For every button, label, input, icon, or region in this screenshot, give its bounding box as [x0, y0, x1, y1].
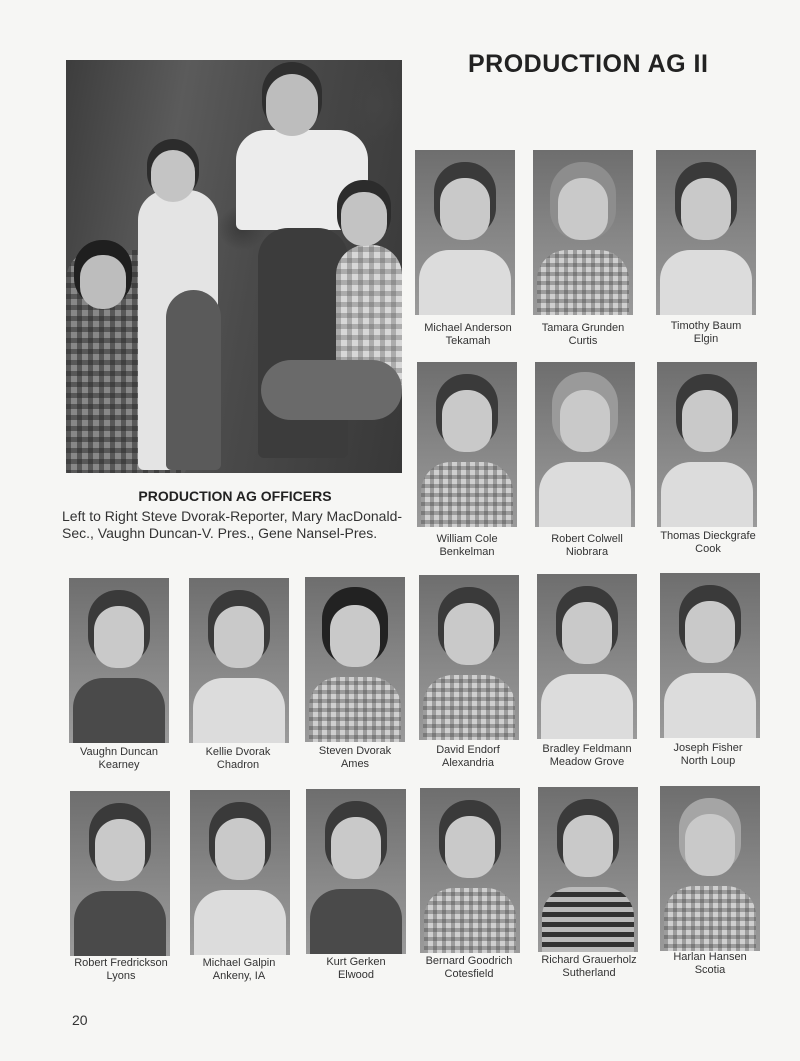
- student-town: Kearney: [98, 759, 140, 771]
- portrait-photo: [305, 577, 405, 742]
- portrait-caption: [403, 322, 533, 348]
- portrait-photo: [535, 362, 635, 527]
- student-name: Timothy Baum: [670, 320, 742, 332]
- portrait-caption: [173, 746, 303, 772]
- student-name: Kellie Dvorak: [205, 746, 271, 758]
- student-name: Joseph Fisher: [673, 742, 743, 754]
- portrait-head: [560, 390, 610, 452]
- portrait-body: [661, 462, 753, 527]
- officers-caption-text: Left to Right Steve Dvorak-Reporter, Mary MacDonald-Sec., Vaughn Duncan-V. Pres., Gene Nansel-Pres.: [62, 508, 403, 541]
- student-town: Lyons: [106, 970, 136, 982]
- portrait-head: [562, 602, 612, 664]
- portrait-body: [664, 886, 756, 951]
- portrait-photo: [656, 150, 756, 315]
- portrait-head: [95, 819, 145, 881]
- student-name: Bernard Goodrich: [425, 955, 513, 967]
- portrait-body: [537, 250, 629, 315]
- portrait-photo: [533, 150, 633, 315]
- student-town: Niobrara: [565, 546, 609, 558]
- portrait-body: [194, 890, 286, 955]
- student-name: Bradley Feldmann: [542, 743, 632, 755]
- portrait-caption: [645, 951, 775, 977]
- portrait-head: [444, 603, 494, 665]
- portrait-photo: [660, 573, 760, 738]
- student-town: Elgin: [693, 333, 719, 345]
- portrait-caption: [524, 954, 654, 980]
- student-town: Cotesfield: [444, 968, 494, 980]
- page-number: 20: [72, 1012, 88, 1028]
- portrait-head: [558, 178, 608, 240]
- portrait-body: [309, 677, 401, 742]
- portrait-photo: [420, 788, 520, 953]
- portrait-caption: [643, 530, 773, 556]
- student-town: Curtis: [568, 335, 598, 347]
- portrait-caption: [56, 957, 186, 983]
- student-town: Ames: [340, 758, 370, 770]
- portrait-caption: [404, 955, 534, 981]
- portrait-body: [539, 462, 631, 527]
- student-name: Richard Grauerholz: [541, 954, 637, 966]
- student-name: David Endorf: [436, 744, 500, 756]
- student-town: Tekamah: [445, 335, 491, 347]
- portrait-caption: [174, 957, 304, 983]
- student-name: Robert Colwell: [551, 533, 623, 545]
- student-town: Ankeny, IA: [212, 970, 266, 982]
- page-title: PRODUCTION AG II: [468, 50, 709, 78]
- portrait-head: [440, 178, 490, 240]
- portrait-body: [193, 678, 285, 743]
- portrait-body: [541, 674, 633, 739]
- student-name: Thomas Dieckgrafe: [660, 530, 756, 542]
- portrait-head: [563, 815, 613, 877]
- portrait-photo: [417, 362, 517, 527]
- portrait-body: [423, 675, 515, 740]
- portrait-body: [421, 462, 513, 527]
- portrait-caption: [641, 320, 771, 346]
- portrait-photo: [657, 362, 757, 527]
- student-name: Tamara Grunden: [541, 322, 625, 334]
- student-town: Elwood: [337, 969, 375, 981]
- student-name: Kurt Gerken: [326, 956, 386, 968]
- portrait-body: [424, 888, 516, 953]
- portrait-body: [310, 889, 402, 954]
- student-town: North Loup: [680, 755, 736, 767]
- portrait-photo: [70, 791, 170, 956]
- portrait-caption: [522, 533, 652, 559]
- student-town: Meadow Grove: [549, 756, 625, 768]
- portrait-photo: [189, 578, 289, 743]
- portrait-caption: [54, 746, 184, 772]
- portrait-head: [445, 816, 495, 878]
- portrait-body: [660, 250, 752, 315]
- student-name: Vaughn Duncan: [79, 746, 159, 758]
- student-name: Steven Dvorak: [318, 745, 392, 757]
- portrait-head: [685, 601, 735, 663]
- portrait-head: [681, 178, 731, 240]
- portrait-head: [94, 606, 144, 668]
- portrait-head: [215, 818, 265, 880]
- portrait-body: [542, 887, 634, 952]
- portrait-body: [664, 673, 756, 738]
- student-name: William Cole: [436, 533, 498, 545]
- student-town: Chadron: [216, 759, 260, 771]
- portrait-caption: [518, 322, 648, 348]
- portrait-head: [685, 814, 735, 876]
- portrait-photo: [306, 789, 406, 954]
- student-town: Cook: [695, 543, 721, 555]
- portrait-head: [330, 605, 380, 667]
- portrait-photo: [660, 786, 760, 951]
- portrait-caption: [402, 533, 532, 559]
- portrait-photo: [190, 790, 290, 955]
- portrait-photo: [537, 574, 637, 739]
- student-name: Robert Fredrickson: [74, 957, 168, 969]
- student-town: Sutherland: [562, 967, 616, 979]
- portrait-photo: [538, 787, 638, 952]
- portrait-body: [74, 891, 166, 956]
- officers-caption-title: PRODUCTION AG OFFICERS: [138, 488, 332, 504]
- portrait-head: [442, 390, 492, 452]
- officers-group-photo: [66, 60, 402, 473]
- portrait-head: [682, 390, 732, 452]
- student-name: Michael Anderson: [424, 322, 512, 334]
- portrait-photo: [419, 575, 519, 740]
- portrait-caption: [291, 956, 421, 982]
- student-name: Michael Galpin: [202, 957, 276, 969]
- portrait-photo: [415, 150, 515, 315]
- student-town: Benkelman: [439, 546, 495, 558]
- portrait-caption: [403, 744, 533, 770]
- portrait-photo: [69, 578, 169, 743]
- portrait-body: [73, 678, 165, 743]
- portrait-body: [419, 250, 511, 315]
- portrait-caption: [522, 743, 652, 769]
- student-name: Harlan Hansen: [673, 951, 747, 963]
- student-town: Scotia: [694, 964, 726, 976]
- student-town: Alexandria: [442, 757, 494, 769]
- portrait-head: [214, 606, 264, 668]
- portrait-caption: [290, 745, 420, 771]
- portrait-caption: [643, 742, 773, 768]
- portrait-head: [331, 817, 381, 879]
